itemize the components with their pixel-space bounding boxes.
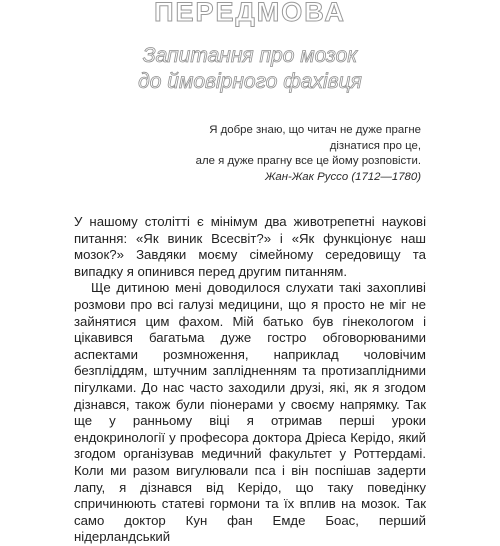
paragraph-2: Ще дитиною мені доводилося слухати такі захопливі розмови про всі галузі медицини, що я просто не міг не зайнятися цим фахом. Мій батько був гінекологом і цікавився багатьма дуже гостро обговорюваними аспектами розмноження, наприклад чоловічим безпліддям, штучним заплідненням та протизаплідними пігулками. До нас часто заходили друзі, які, як я згодом дізнався, також були піонерами у своєму напрямку. Так ще у ранньому віці я отримав перші уроки ендокринології у професора доктора Дріеса Керідо, який згодом організував медичний факультет у Роттердамі. Коли ми разом вигулювали пса і він поспішав задерти лапу, я дізнався від Керідо, що таку поведінку спричинюють статеві гормони та їх вплив на мозок. Так само доктор Кун фан Емде Боас, перший нідерландський — [74, 280, 426, 545]
epigraph-line: Я добре знаю, що читач не дуже прагне — [209, 124, 421, 136]
paragraph-1: У нашому столітті є мінімум два животрепетні наукові питання: «Як виник Всесвіт?» і «Як функціонує наш мозок?» Завдяки моєму сімейному середовищу та випадку я опинився перед другим питанням. — [74, 214, 426, 279]
subtitle-line-1: Запитання про мозок — [142, 44, 358, 67]
subtitle-line-2: до ймовірного фахівця — [138, 70, 362, 93]
body-text — [74, 214, 426, 546]
epigraph-author: Жан-Жак Руссо (1712—1780) — [264, 170, 421, 183]
epigraph — [196, 123, 421, 185]
epigraph-line: дізнатися про це, — [329, 139, 421, 152]
chapter-title: ПЕРЕДМОВА — [154, 0, 346, 27]
epigraph-line: але я дуже прагну все це йому розповісти. — [195, 155, 421, 167]
chapter-subtitle — [0, 43, 500, 95]
